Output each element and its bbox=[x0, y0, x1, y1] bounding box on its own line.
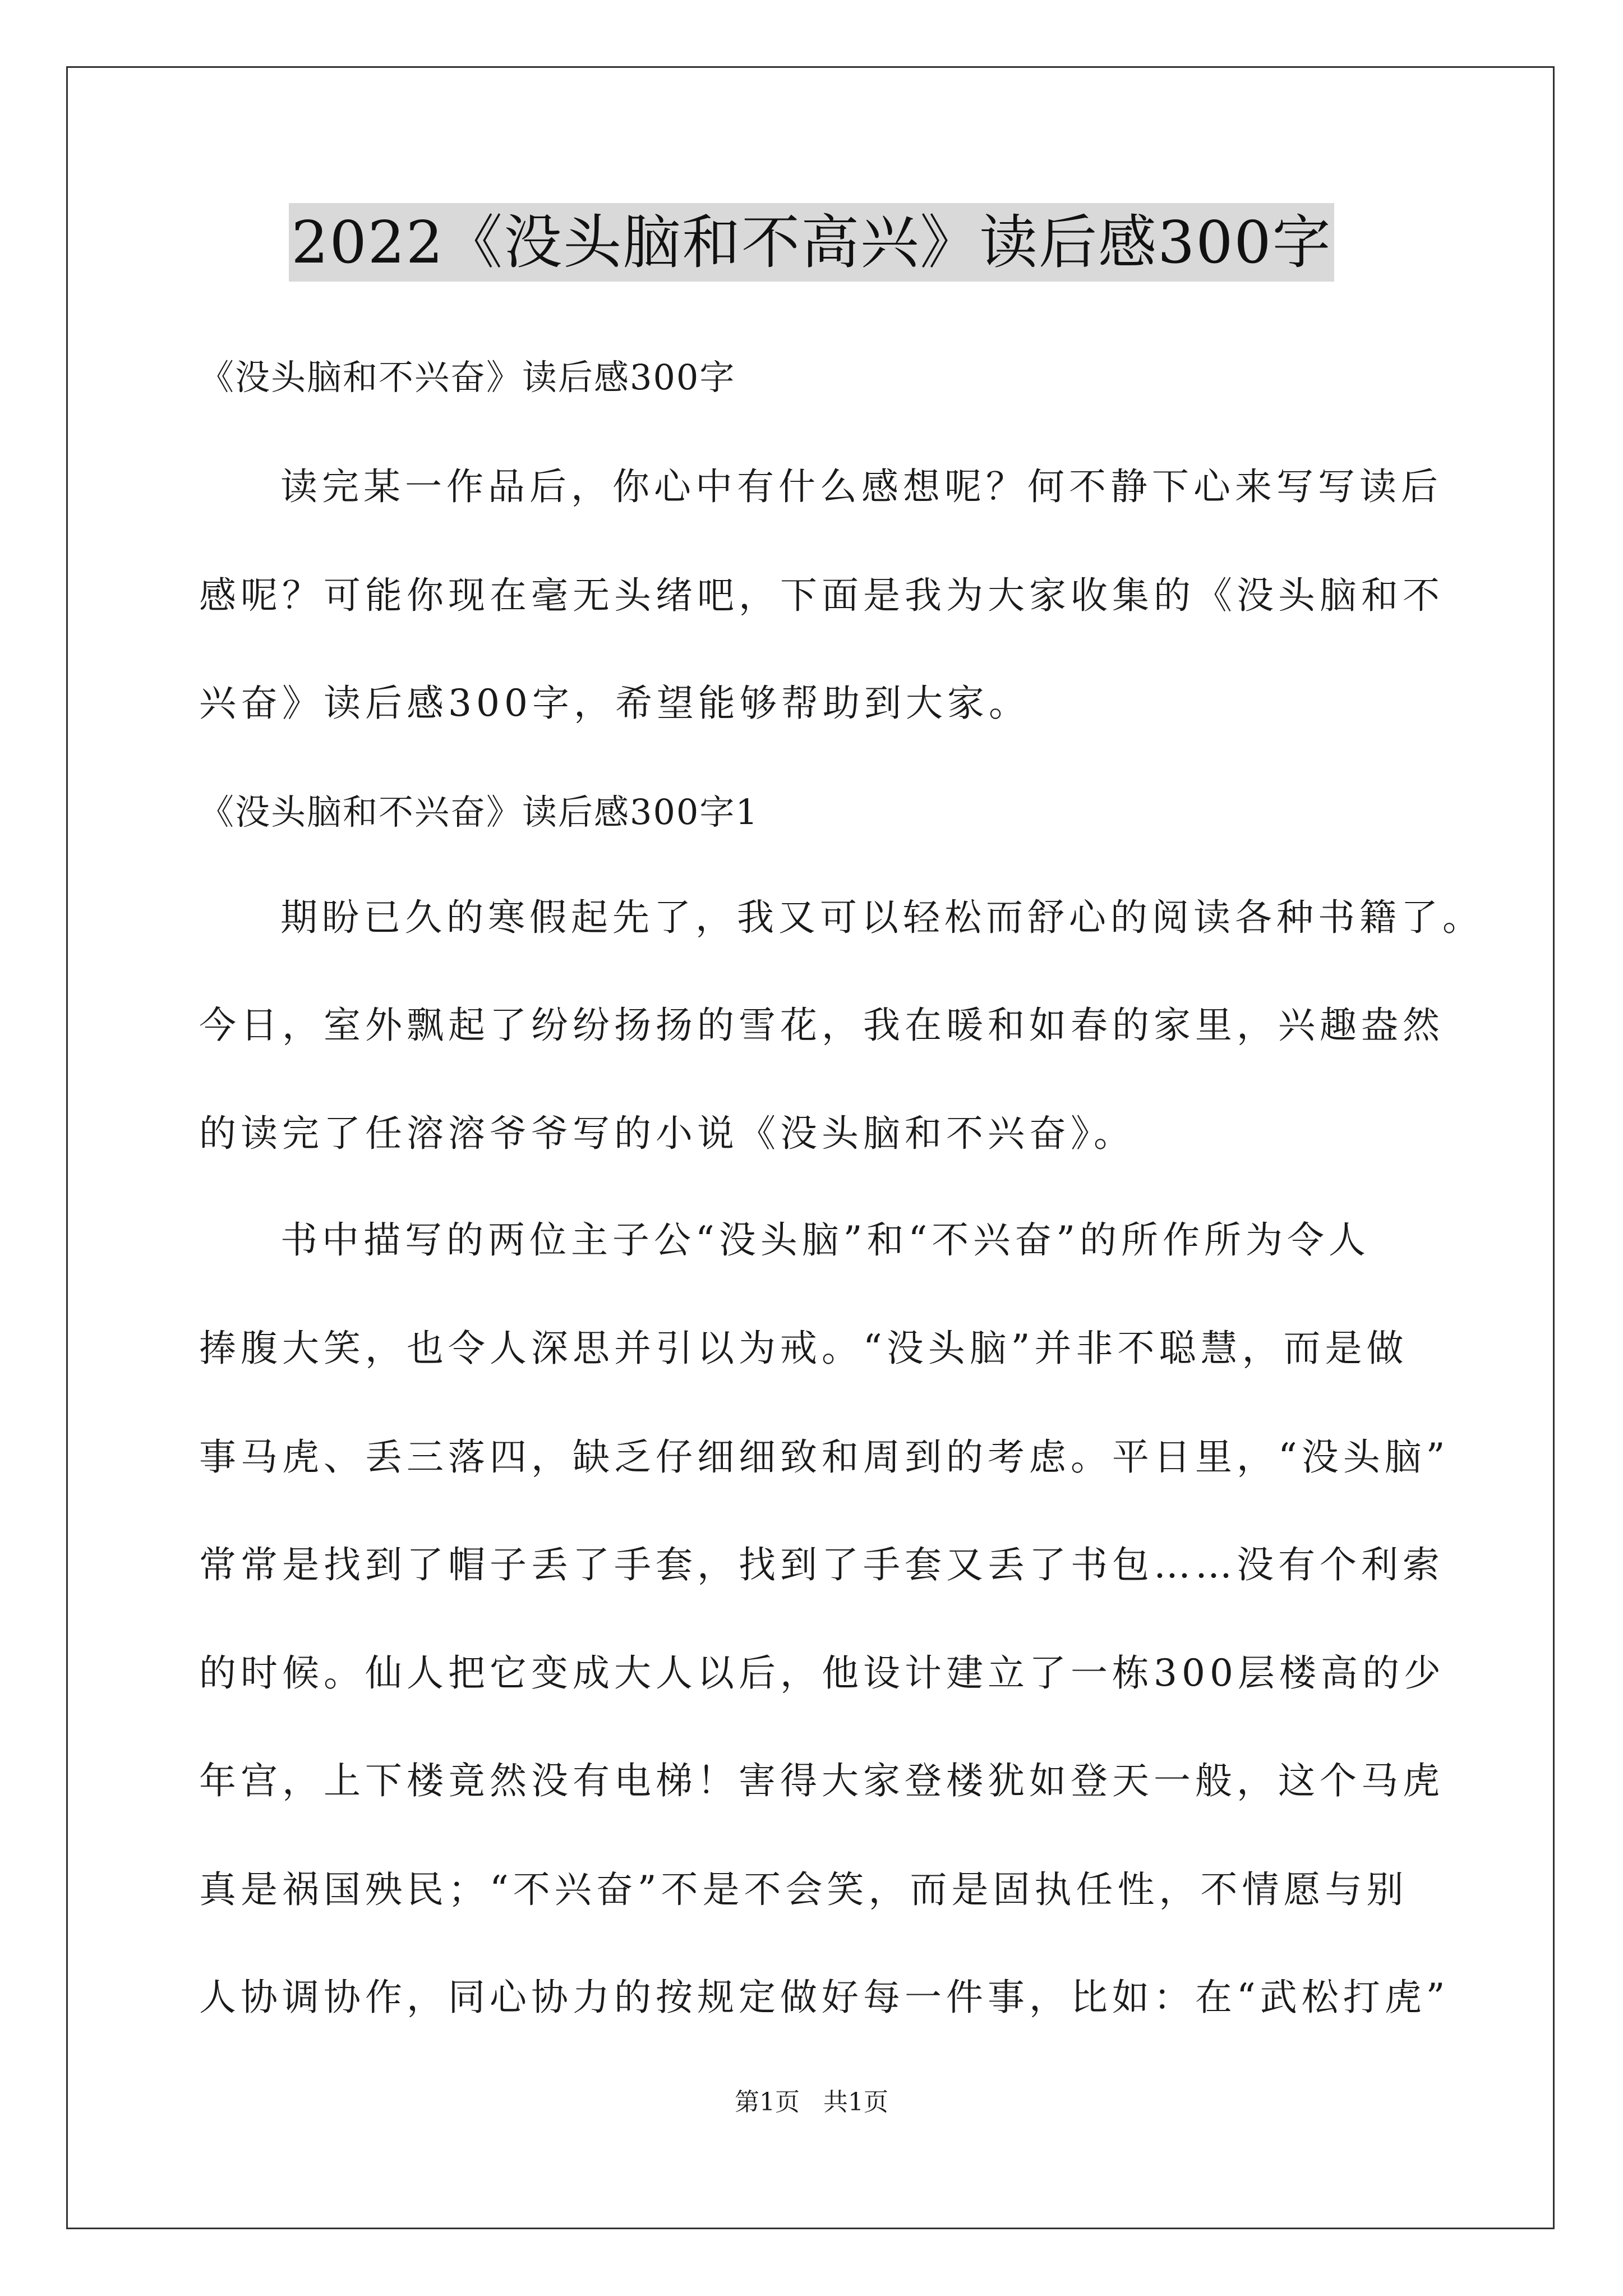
paragraph2-line-3: 事马虎、丢三落四，缺乏仔细细致和周到的考虑。平日里，“没头脑” bbox=[199, 1435, 1450, 1479]
page-total: 共1页 bbox=[823, 2088, 888, 2116]
paragraph2-line-8: 人协调协作，同心协力的按规定做好每一件事，比如：在“武松打虎” bbox=[199, 1976, 1450, 2019]
document-title: 2022《没头脑和不高兴》读后感300字 bbox=[289, 203, 1334, 282]
paragraph2-line-5: 的时候。仙人把它变成大人以后，他设计建立了一栋300层楼高的少 bbox=[199, 1651, 1445, 1695]
paragraph2-line-2: 捧腹大笑，也令人深思并引以为戒。“没头脑”并非不聪慧，而是做 bbox=[199, 1327, 1408, 1370]
title-container bbox=[0, 203, 1623, 282]
paragraph1-line-1: 期盼已久的寒假起先了，我又可以轻松而舒心的阅读各种书籍了。 bbox=[280, 896, 1484, 939]
intro-line-2: 感呢？可能你现在毫无头绪吧，下面是我为大家收集的《没头脑和不 bbox=[199, 574, 1444, 617]
subtitle: 《没头脑和不兴奋》读后感300字 bbox=[199, 357, 736, 398]
intro-line-1: 读完某一作品后，你心中有什么感想呢？何不静下心来写写读后 bbox=[280, 465, 1442, 508]
paragraph1-line-2: 今日，室外飘起了纷纷扬扬的雪花，我在暖和如春的家里，兴趣盎然 bbox=[199, 1004, 1444, 1047]
page-footer bbox=[0, 2086, 1623, 2119]
paragraph2-line-6: 年宫，上下楼竟然没有电梯！害得大家登楼犹如登天一般，这个马虎 bbox=[199, 1759, 1444, 1802]
page-number: 第1页 bbox=[735, 2088, 800, 2116]
section-heading: 《没头脑和不兴奋》读后感300字1 bbox=[199, 792, 759, 832]
intro-line-3: 兴奋》读后感300字，希望能够帮助到大家。 bbox=[199, 682, 1030, 725]
paragraph2-line-7: 真是祸国殃民；“不兴奋”不是不会笑，而是固执任性，不情愿与别 bbox=[199, 1868, 1408, 1911]
paragraph1-line-3: 的读完了任溶溶爷爷写的小说《没头脑和不兴奋》。 bbox=[199, 1112, 1135, 1155]
paragraph2-line-4: 常常是找到了帽子丢了手套，找到了手套又丢了书包……没有个利索 bbox=[199, 1543, 1444, 1586]
paragraph2-line-1: 书中描写的两位主子公“没头脑”和“不兴奋”的所作所为令人 bbox=[280, 1218, 1370, 1262]
